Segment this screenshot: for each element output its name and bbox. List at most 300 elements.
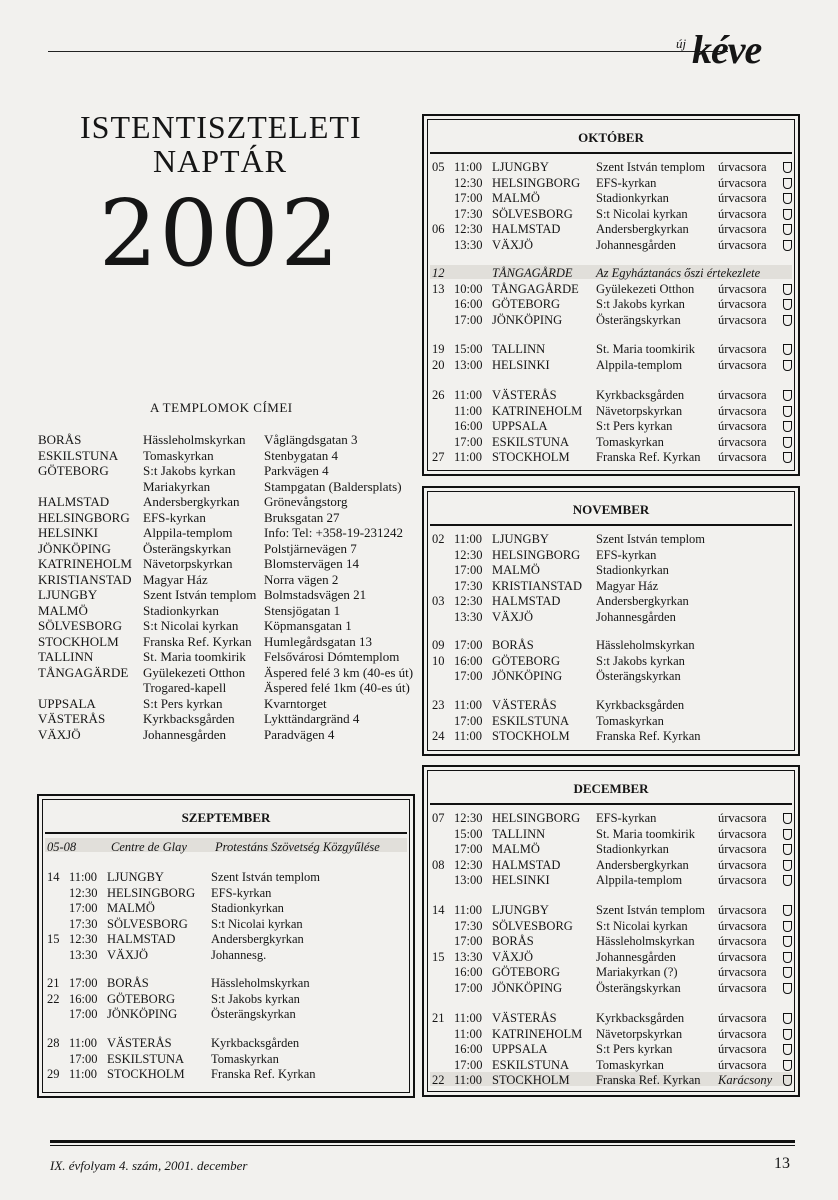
chalice-icon <box>783 284 792 295</box>
address-city: STOCKHOLM <box>38 633 119 649</box>
issue-info: IX. évfolyam 4. szám, 2001. december <box>50 1158 248 1173</box>
row-church: Stadionkyrkan <box>596 842 669 856</box>
row-note: úrvacsora <box>718 949 767 964</box>
row-city: KATRINEHOLM <box>492 1026 583 1041</box>
row-city: VÄXJÖ <box>107 947 148 962</box>
szeptember-head-row <box>47 840 405 855</box>
november-row <box>432 594 790 609</box>
address-row <box>38 727 404 743</box>
row-church: S:t Jakobs kyrkan <box>596 653 685 668</box>
address-street: Bolmstadsvägen 21 <box>264 587 367 602</box>
chalice-icon <box>783 344 792 355</box>
row-time: 16:00 <box>454 419 483 433</box>
row-note: Karácsony <box>718 1073 773 1087</box>
row-church: St. Maria toomkirik <box>596 342 695 356</box>
row-day: 12 <box>432 266 445 280</box>
row-day: 06 <box>432 222 445 236</box>
address-row <box>38 448 404 464</box>
row-church: Szent István templom <box>596 532 706 546</box>
oktober-row <box>432 160 790 175</box>
address-street: Bruksgatan 27 <box>264 509 340 525</box>
address-city: BORÅS <box>38 432 82 447</box>
address-city: SÖLVESBORG <box>38 618 123 633</box>
row-time: 17:00 <box>454 638 483 652</box>
address-church: Tomaskyrkan <box>143 447 214 463</box>
row-church: Franska Ref. Kyrkan <box>596 450 701 464</box>
row-time: 13:00 <box>454 357 483 372</box>
row-day: 27 <box>432 450 445 464</box>
address-city: JÖNKÖPING <box>38 540 111 556</box>
row-time: 17:00 <box>454 980 483 995</box>
address-row <box>38 463 404 479</box>
row-time: 11:00 <box>454 1011 483 1025</box>
chalice-icon <box>783 240 792 251</box>
address-street: Våglängdsgatan 3 <box>264 432 358 447</box>
title-year: 2002 <box>98 180 342 287</box>
row-city: BORÅS <box>107 976 149 990</box>
row-note: úrvacsora <box>718 297 767 311</box>
oktober-row <box>432 358 790 373</box>
row-city: VÄXJÖ <box>492 949 533 964</box>
row-church: Hässleholmskyrkan <box>596 638 695 652</box>
row-church: S:t Pers kyrkan <box>596 419 673 433</box>
row-church: Johannesgården <box>596 609 676 624</box>
row-note: úrvacsora <box>718 826 767 841</box>
row-city: MALMÖ <box>107 901 155 915</box>
row-city: HALMSTAD <box>492 222 561 236</box>
row-time: 11:00 <box>69 1036 98 1050</box>
row-day: 19 <box>432 342 445 356</box>
row-church: S:t Jakobs kyrkan <box>211 991 300 1006</box>
row-city: VÄSTERÅS <box>492 1011 557 1025</box>
row-city: KATRINEHOLM <box>492 403 583 418</box>
szeptember-row <box>47 870 405 885</box>
address-street: Info: Tel: +358-19-231242 <box>264 525 404 540</box>
row-city: HELSINKI <box>492 873 550 887</box>
row-city: MALMÖ <box>492 191 540 205</box>
row-church: Tomaskyrkan <box>596 713 664 728</box>
szeptember-row <box>47 1052 405 1067</box>
row-city: TÅNGAGÅRDE <box>492 266 573 280</box>
oktober-box <box>422 114 800 476</box>
december-row <box>432 811 790 826</box>
row-church: Nävetorpskyrkan <box>596 403 683 418</box>
row-note: úrvacsora <box>718 918 767 933</box>
address-row <box>38 680 410 696</box>
chalice-icon <box>783 936 792 947</box>
row-church: EFS-kyrkan <box>596 811 657 825</box>
chalice-icon <box>783 224 792 235</box>
row-church: Tomaskyrkan <box>596 434 664 449</box>
row-church: EFS-kyrkan <box>211 885 272 900</box>
row-note: úrvacsora <box>718 388 767 402</box>
row-day: 21 <box>47 976 60 990</box>
row-time: 17:00 <box>454 191 483 205</box>
oktober-row <box>432 176 790 191</box>
december-row <box>432 1042 790 1057</box>
title-line1: ISTENTISZTELETI <box>80 109 362 145</box>
row-time: 11:00 <box>454 1073 483 1087</box>
chalice-icon <box>783 390 792 401</box>
row-note: úrvacsora <box>718 1057 767 1072</box>
address-city: VÄXJÖ <box>38 726 81 742</box>
address-street: Polstjärnevägen 7 <box>264 540 357 556</box>
row-church: Stadionkyrkan <box>596 563 669 577</box>
row-church: Magyar Ház <box>596 578 659 593</box>
row-city: UPPSALA <box>492 419 548 433</box>
row-church: Andersbergkyrkan <box>211 932 304 946</box>
row-note: úrvacsora <box>718 434 767 449</box>
address-city: KATRINEHOLM <box>38 556 132 571</box>
row-note: úrvacsora <box>718 873 767 887</box>
oktober-row <box>432 313 790 328</box>
row-city: HELSINKI <box>492 357 550 372</box>
row-church: St. Maria toomkirik <box>596 826 695 841</box>
address-city: TÅNGAGÄRDE <box>38 664 129 680</box>
row-note: úrvacsora <box>718 342 767 356</box>
december-row <box>432 965 790 980</box>
row-note: úrvacsora <box>718 980 767 995</box>
row-time: 17:00 <box>454 842 483 856</box>
row-church: Szent István templom <box>596 903 706 917</box>
row-city: HELSINGBORG <box>492 175 581 190</box>
row-church: EFS-kyrkan <box>596 547 657 562</box>
row-church: Gyülekezeti Otthon <box>596 281 695 296</box>
address-church: Mariakyrkan <box>143 478 211 494</box>
szeptember-row <box>47 917 405 932</box>
address-street: Humlegårdsgatan 13 <box>264 633 372 649</box>
row-city: HALMSTAD <box>492 857 561 872</box>
chalice-icon <box>783 1029 792 1040</box>
row-time: 17:00 <box>454 312 483 327</box>
row-city: BORÅS <box>492 934 534 948</box>
row-time: 13:30 <box>454 609 483 624</box>
row-time: 16:00 <box>454 1042 483 1056</box>
row-note: úrvacsora <box>718 1026 767 1041</box>
page-number: 13 <box>774 1155 790 1172</box>
row-city: BORÅS <box>492 638 534 652</box>
row-church: Kyrkbacksgården <box>596 698 685 712</box>
row-time: 11:00 <box>454 729 483 743</box>
row-time: 17:00 <box>454 934 483 948</box>
row-time: 17:30 <box>69 916 98 931</box>
address-church: Trogared-kapell <box>143 680 227 695</box>
row-time: 11:00 <box>454 160 483 174</box>
address-street: Äspered felé 1km (40-es út) <box>264 680 410 695</box>
address-city: HELSINGBORG <box>38 509 130 525</box>
row-day: 22 <box>432 1073 445 1087</box>
row-church: Kyrkbacksgården <box>596 1011 685 1025</box>
address-church: Franska Ref. Kyrkan <box>143 633 252 649</box>
magazine-logo <box>670 28 800 74</box>
row-city: TALLINN <box>492 826 546 841</box>
row-church: Alppila-templom <box>596 873 683 887</box>
row-time: 16:00 <box>454 965 483 979</box>
november-row <box>432 638 790 653</box>
row-city: LJUNGBY <box>107 870 164 884</box>
row-day: 13 <box>432 281 445 296</box>
chalice-icon <box>783 162 792 173</box>
oktober-row <box>432 238 790 253</box>
row-time: 12:30 <box>454 857 483 872</box>
row-note: úrvacsora <box>718 965 767 979</box>
chalice-icon <box>783 406 792 417</box>
row-city: JÖNKÖPING <box>492 312 563 327</box>
november-row <box>432 563 790 578</box>
row-time: 16:00 <box>454 653 483 668</box>
december-box <box>422 765 800 1097</box>
page-title <box>80 109 362 287</box>
row-city: VÄSTERÅS <box>107 1036 172 1050</box>
row-note: úrvacsora <box>718 206 767 221</box>
address-street: Stensjögatan 1 <box>264 602 341 618</box>
address-city: MALMÖ <box>38 602 88 618</box>
address-row <box>38 696 404 712</box>
row-day: 29 <box>47 1067 60 1081</box>
address-street: Felsővárosi Dómtemplom <box>264 649 400 664</box>
address-church: S:t Jakobs kyrkan <box>143 463 236 478</box>
november-row <box>432 610 790 625</box>
oktober-row <box>432 266 790 281</box>
row-note: úrvacsora <box>718 811 767 825</box>
row-day: 23 <box>432 698 445 712</box>
row-church: EFS-kyrkan <box>596 175 657 190</box>
november-row <box>432 548 790 563</box>
footer-rule <box>50 1140 795 1143</box>
address-church: St. Maria toomkirik <box>143 649 246 664</box>
row-church: Kyrkbacksgården <box>211 1036 300 1050</box>
chalice-icon <box>783 421 792 432</box>
row-day: 24 <box>432 729 445 743</box>
row-church: Franska Ref. Kyrkan <box>211 1067 316 1081</box>
logo-main: kéve <box>692 27 762 72</box>
december-row <box>432 934 790 949</box>
row-time: 11:00 <box>454 532 483 546</box>
row-city: LJUNGBY <box>492 903 549 917</box>
row-city: ESKILSTUNA <box>107 1051 185 1066</box>
row-day: 15 <box>432 949 445 964</box>
row-church: Andersbergkyrkan <box>596 857 689 872</box>
row-note: úrvacsora <box>718 419 767 433</box>
oktober-row <box>432 207 790 222</box>
row-time: 12:30 <box>454 594 483 608</box>
oktober-row <box>432 419 790 434</box>
oktober-row <box>432 191 790 206</box>
december-row <box>432 873 790 888</box>
november-row <box>432 654 790 669</box>
row-note: úrvacsora <box>718 175 767 190</box>
addresses-list <box>38 432 414 742</box>
row-city: TALLINN <box>492 342 546 356</box>
row-city: TÅNGAGÅRDE <box>492 281 579 296</box>
chalice-icon <box>783 299 792 310</box>
szeptember-row <box>47 886 405 901</box>
header-rule <box>48 51 728 52</box>
chalice-icon <box>783 315 792 326</box>
chalice-icon <box>783 829 792 840</box>
address-row <box>38 541 404 557</box>
row-time: 17:00 <box>454 669 483 683</box>
row-note: úrvacsora <box>718 191 767 205</box>
row-church: Nävetorpskyrkan <box>596 1026 683 1041</box>
address-row <box>38 587 404 603</box>
address-row <box>38 649 404 665</box>
chalice-icon <box>783 452 792 463</box>
row-city: VÄXJÖ <box>492 609 533 624</box>
row-note: úrvacsora <box>718 903 767 917</box>
december-row <box>432 1058 790 1073</box>
row-city: JÖNKÖPING <box>492 980 563 995</box>
november-row <box>432 579 790 594</box>
row-church: Mariakyrkan (?) <box>596 965 678 979</box>
row-time: 16:00 <box>454 297 483 311</box>
address-row <box>38 618 404 634</box>
address-church: Österängskyrkan <box>143 540 232 556</box>
address-row <box>38 556 404 572</box>
row-city: STOCKHOLM <box>107 1067 185 1081</box>
november-box <box>422 486 800 756</box>
szeptember-title: SZEPTEMBER <box>181 810 271 825</box>
row-note: úrvacsora <box>718 281 767 296</box>
row-church: Johannesgården <box>596 237 676 252</box>
row-church: Szent István templom <box>211 870 321 884</box>
address-street: Kvarntorget <box>264 695 327 711</box>
row-city: VÄSTERÅS <box>492 698 557 712</box>
address-city: ESKILSTUNA <box>38 447 119 463</box>
row-time: 17:00 <box>69 976 98 990</box>
row-note: úrvacsora <box>718 312 767 327</box>
row-church: Andersbergkyrkan <box>596 594 689 608</box>
row-note: úrvacsora <box>718 1011 767 1025</box>
row-time: 15:00 <box>454 826 483 841</box>
chalice-icon <box>783 921 792 932</box>
row-day: 09 <box>432 638 445 652</box>
address-city: KRISTIANSTAD <box>38 571 132 587</box>
chalice-icon <box>783 193 792 204</box>
address-church: Gyülekezeti Otthon <box>143 664 246 680</box>
row-church: Stadionkyrkan <box>596 191 669 205</box>
szeptember-row <box>47 901 405 916</box>
addresses-heading: A TEMPLOMOK CÍMEI <box>150 400 293 415</box>
row-note: úrvacsora <box>718 857 767 872</box>
row-church: Franska Ref. Kyrkan <box>596 729 701 743</box>
row-day: 08 <box>432 857 445 872</box>
chalice-icon <box>783 209 792 220</box>
chalice-icon <box>783 952 792 963</box>
address-street: Paradvägen 4 <box>264 726 335 742</box>
row-church: Az Egyháztanács őszi értekezlete <box>596 266 761 280</box>
row-time: 10:00 <box>454 281 483 296</box>
row-city: UPPSALA <box>492 1042 548 1056</box>
oktober-row <box>432 282 790 297</box>
december-row <box>432 827 790 842</box>
address-street: Norra vägen 2 <box>264 571 339 587</box>
row-time: 17:30 <box>454 578 483 593</box>
address-city: GÖTEBORG <box>38 463 109 478</box>
row-time: 11:00 <box>454 403 483 418</box>
row-city: LJUNGBY <box>492 532 549 546</box>
szeptember-box <box>37 794 415 1098</box>
row-time: 17:00 <box>454 434 483 449</box>
row-church: Kyrkbacksgården <box>596 388 685 402</box>
address-street: Parkvägen 4 <box>264 463 329 478</box>
address-row <box>38 711 404 727</box>
row-city: KRISTIANSTAD <box>492 578 582 593</box>
november-row <box>432 698 790 713</box>
row-time: 12:30 <box>454 222 483 236</box>
row-note: úrvacsora <box>718 357 767 372</box>
szeptember-row <box>47 1067 405 1082</box>
row-time: 11:00 <box>69 1067 98 1081</box>
oktober-row <box>432 450 790 465</box>
address-church: S:t Pers kyrkan <box>143 695 223 711</box>
december-row <box>432 842 790 857</box>
chalice-icon <box>783 437 792 448</box>
row-city: STOCKHOLM <box>492 729 570 743</box>
address-church: Alppila-templom <box>143 525 233 540</box>
szeptember-row <box>47 932 405 947</box>
chalice-icon <box>783 983 792 994</box>
row-time: 17:30 <box>454 918 483 933</box>
row-city: ESKILSTUNA <box>492 1057 570 1072</box>
december-row <box>432 1027 790 1042</box>
december-row <box>432 858 790 873</box>
row-time: 12:30 <box>69 932 98 946</box>
december-row <box>432 1011 790 1026</box>
chalice-icon <box>783 1044 792 1055</box>
row-time: 17:00 <box>69 1007 98 1021</box>
head-date: 05-08 <box>47 840 77 854</box>
december-row <box>432 1073 790 1088</box>
row-city: MALMÖ <box>492 842 540 856</box>
row-day: 02 <box>432 532 445 546</box>
row-time: 11:00 <box>69 870 98 884</box>
address-city: TALLINN <box>38 649 94 664</box>
row-city: STOCKHOLM <box>492 1073 570 1087</box>
row-time: 12:30 <box>454 175 483 190</box>
chalice-icon <box>783 1075 792 1086</box>
row-city: VÄXJÖ <box>492 237 533 252</box>
row-time: 17:00 <box>69 901 98 915</box>
address-church: Magyar Ház <box>143 571 208 587</box>
address-row <box>38 479 404 495</box>
row-time: 17:00 <box>454 1057 483 1072</box>
address-row <box>38 664 414 681</box>
row-city: HELSINGBORG <box>492 811 581 825</box>
november-row <box>432 714 790 729</box>
address-street: Blomstervägen 14 <box>264 556 359 571</box>
row-note: úrvacsora <box>718 934 767 948</box>
address-city: UPPSALA <box>38 695 96 711</box>
row-time: 15:00 <box>454 342 483 356</box>
row-note: úrvacsora <box>718 842 767 856</box>
row-time: 13:30 <box>454 949 483 964</box>
oktober-row <box>432 388 790 403</box>
szeptember-row <box>47 1007 405 1022</box>
row-church: S:t Jakobs kyrkan <box>596 297 685 311</box>
oktober-title: OKTÓBER <box>578 130 644 145</box>
row-city: STOCKHOLM <box>492 450 570 464</box>
row-city: ESKILSTUNA <box>492 434 570 449</box>
row-city: SÖLVESBORG <box>492 206 573 221</box>
november-title: NOVEMBER <box>572 502 650 517</box>
row-day: 07 <box>432 811 445 825</box>
row-church: Österängskyrkan <box>596 312 681 327</box>
oktober-row <box>432 297 790 312</box>
address-row <box>38 432 404 448</box>
chalice-icon <box>783 813 792 824</box>
row-time: 17:00 <box>454 713 483 728</box>
